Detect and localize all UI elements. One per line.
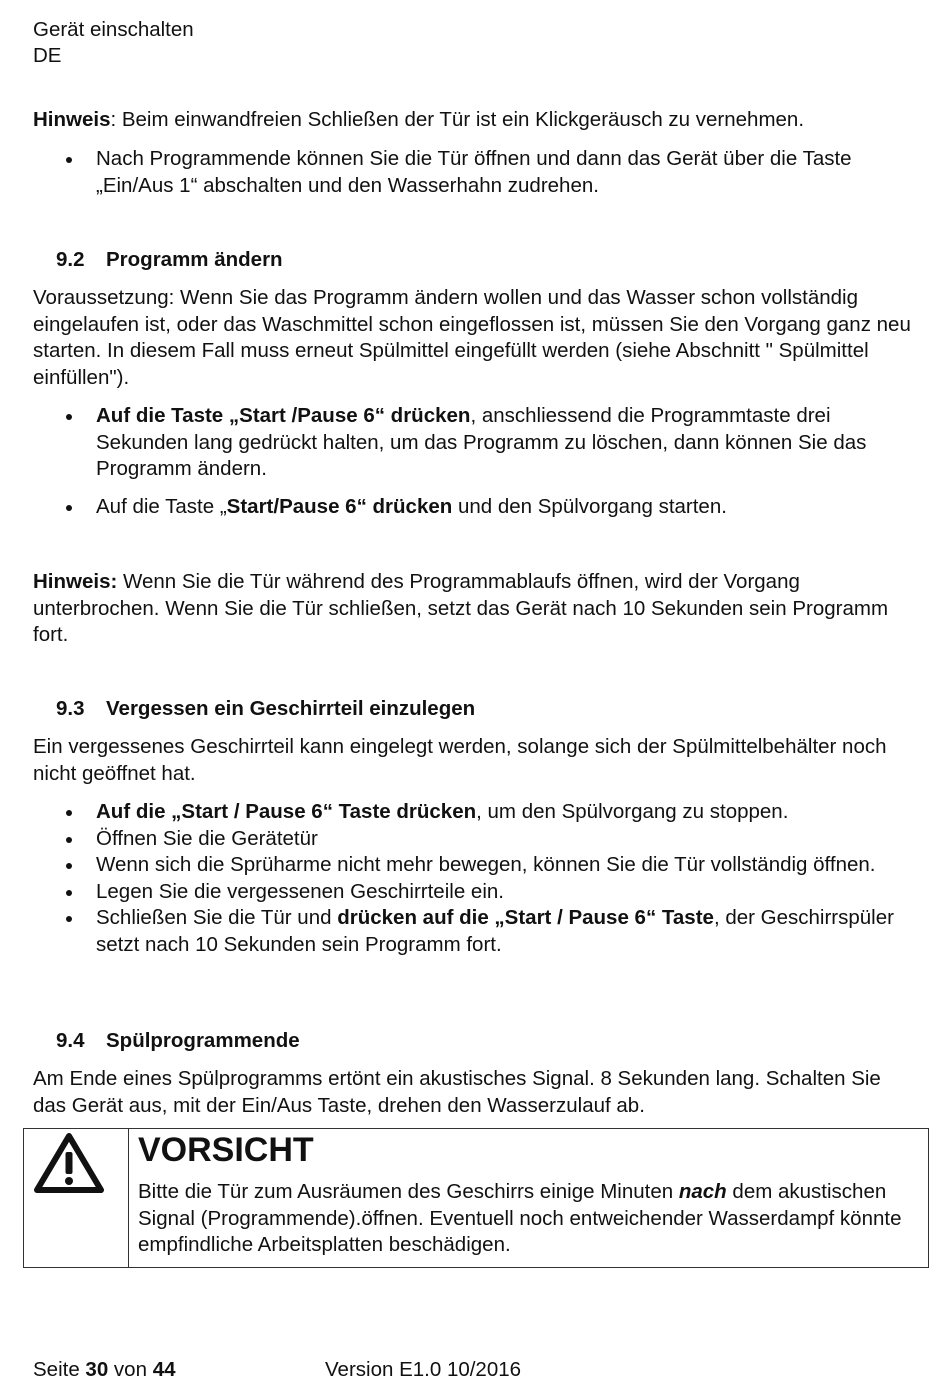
caution-box	[23, 1128, 929, 1268]
header-title: Gerät einschalten	[33, 18, 194, 41]
list-item	[33, 146, 913, 199]
section-heading-9-4	[56, 1028, 300, 1054]
list-item-text: Wenn sich die Sprüharme nicht mehr bewegen, können Sie die Tür vollständig öffnen.	[96, 853, 876, 876]
list-item-bold: Auf die „Start / Pause 6“ Taste drücken	[96, 800, 477, 823]
section-title: Vergessen ein Geschirrteil einzulegen	[106, 697, 476, 720]
list-item-text: und den Spülvorgang starten.	[452, 494, 727, 518]
note-door-open	[33, 569, 913, 649]
bullet-list-top	[33, 146, 913, 199]
list-item-text: Legen Sie die vergessenen Geschirrteile ein.	[96, 879, 504, 903]
list-item	[33, 826, 913, 853]
bullet-icon	[66, 890, 72, 896]
caution-text	[138, 1179, 918, 1259]
page-number	[33, 1357, 176, 1383]
caution-text-emphasis: nach	[678, 1180, 727, 1203]
warning-triangle-icon	[34, 1132, 104, 1194]
section-number: 9.3	[56, 697, 85, 720]
list-item	[33, 905, 913, 958]
section-title: Programm ändern	[106, 248, 283, 271]
note-label: Hinweis:	[33, 570, 118, 593]
note-text: Wenn Sie die Tür während des Programmablaufs öffnen, wird der Vorgang unterbrochen. Wenn Sie die Tür schließen, setzt das Gerät nach 10 Sekunden sein Programm fort.	[33, 570, 889, 646]
list-item	[33, 852, 913, 879]
list-item-text: Öffnen Sie die Gerätetür	[96, 826, 318, 850]
bullet-icon	[66, 916, 72, 922]
bullet-list-9-3	[33, 799, 913, 958]
bullet-icon	[66, 837, 72, 843]
bullet-icon	[66, 863, 72, 869]
caution-icon-cell	[24, 1129, 129, 1267]
page-mid: von	[108, 1358, 153, 1381]
page-current: 30	[85, 1358, 109, 1381]
list-item-bold: drücken auf die „Start / Pause 6“ Taste	[337, 906, 714, 929]
header-lang: DE	[33, 44, 62, 67]
page-header	[33, 17, 194, 69]
section-9-2-intro: Voraussetzung: Wenn Sie das Programm ändern wollen und das Wasser schon vollständig eingelaufen ist, oder das Waschmittel schon eingeflossen ist, müssen Sie den Vorgang ganz neu starten. In diesem Fall muss erneut Spülmittel eingefüllt werden (siehe Abschnitt " Spülmittel einfüllen").	[33, 286, 911, 389]
section-number: 9.4	[56, 1029, 85, 1052]
note-text: : Beim einwandfreien Schließen der Tür ist ein Klickgeräusch zu vernehmen.	[110, 108, 805, 131]
list-item-prefix: Auf die Taste „	[96, 494, 227, 518]
section-title: Spülprogrammende	[106, 1029, 300, 1052]
list-item	[33, 799, 913, 826]
caution-text-post: dem akustischen Signal (Programmende).öffnen. Eventuell noch entweichender Wasserdampf könnte empfindliche Arbeitsplatten beschädigen.	[138, 1180, 902, 1256]
list-item-text: , um den Spülvorgang zu stoppen.	[476, 800, 789, 823]
page-total: 44	[152, 1358, 176, 1381]
bullet-icon	[66, 414, 72, 420]
list-item-text: , der Geschirrspüler setzt nach 10 Sekunden sein Programm fort.	[96, 906, 894, 956]
version-label: Version E1.0 10/2016	[325, 1358, 522, 1381]
bullet-icon	[66, 505, 72, 511]
section-9-3-intro: Ein vergessenes Geschirrteil kann eingelegt werden, solange sich der Spülmittelbehälter noch nicht geöffnet hat.	[33, 735, 887, 785]
bullet-icon	[66, 810, 72, 816]
list-item-bold: Auf die Taste „Start /Pause 6“ drücken	[96, 404, 471, 427]
note-closing-click	[33, 107, 913, 134]
caution-text-pre: Bitte die Tür zum Ausräumen des Geschirrs einige Minuten	[138, 1180, 679, 1203]
list-item-prefix: Schließen Sie die Tür und	[96, 906, 338, 929]
bullet-icon	[66, 157, 72, 163]
list-item-text: , anschliessend die Programmtaste drei Sekunden lang gedrückt halten, um das Programm zu löschen, dann können Sie das Programm ändern.	[96, 404, 867, 480]
list-item	[33, 879, 913, 906]
section-heading-9-2	[56, 247, 283, 273]
section-number: 9.2	[56, 248, 85, 271]
section-heading-9-3	[56, 696, 475, 722]
page-prefix: Seite	[33, 1358, 86, 1381]
list-item-bold: Start/Pause 6“ drücken	[226, 494, 453, 518]
caution-title: VORSICHT	[138, 1131, 314, 1169]
note-label: Hinweis	[33, 108, 111, 131]
section-9-4-intro: Am Ende eines Spülprogramms ertönt ein akustisches Signal. 8 Sekunden lang. Schalten Sie das Gerät aus, mit der Ein/Aus Taste, drehen den Wasserzulauf ab.	[33, 1067, 881, 1117]
list-item	[33, 403, 913, 483]
list-item-text: Nach Programmende können Sie die Tür öffnen und dann das Gerät über die Taste „Ein/Aus 1“ abschalten und den Wasserhahn zudrehen.	[96, 147, 852, 197]
list-item	[33, 494, 913, 521]
bullet-list-9-2	[33, 403, 913, 520]
